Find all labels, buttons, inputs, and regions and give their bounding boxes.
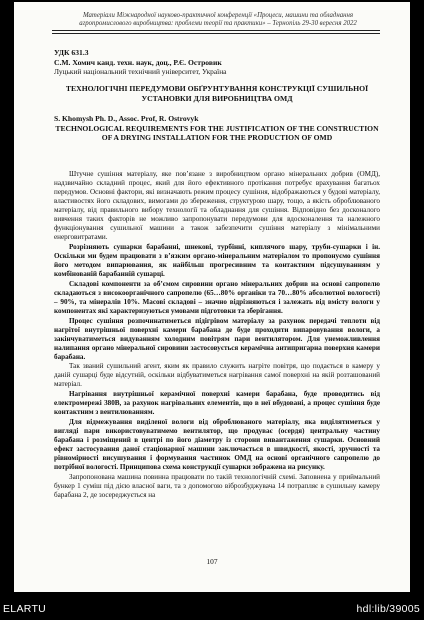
paragraph-7: Для відмежування виділеної вологи від оброблюваного матеріалу, яка виділятиметься у вигляді пари використовуватимемо вентилятор, що продуває (осердя) центральну частину барабана і розміщений в центрі по його діаметру із сторони вивантаження сушарки. Основний ефект застосування даної стаціонарної машини заключається в швидкості, якості, зручності та рівномірності висушування і формування частинок ОМД на основі органічного сапропелю до потрібної вологості. Принципова схема конструкції сушарки зображена на рисунку. bbox=[54, 417, 380, 472]
title-en: TECHNOLOGICAL REQUIREMENTS FOR THE JUSTIFICATION OF THE CONSTRUCTION OF A DRYING INSTALLATION FOR THE PRODUCTION OF OMD bbox=[55, 124, 379, 142]
paragraph-8: Запропонована машина повинна працювати по такій технологічній схемі. Заповнена у приймальний бункер 1 суміш під дією власної ваги, та з допомогою віброзбуджувача 14 потрапляє в сушильну камеру барабана 2, де зосереджується на bbox=[54, 472, 380, 499]
header-rule bbox=[52, 30, 380, 34]
footer-handle-label: hdl:lib/39005 bbox=[356, 603, 420, 615]
conference-header-line-1: Матеріали Міжнародної науково-практичної конференції «Процеси, машини та обладнання bbox=[82, 12, 354, 19]
affiliation: Луцький національний технічний університет, Україна bbox=[54, 67, 227, 76]
article-body bbox=[54, 170, 380, 500]
conference-header-line-2: агропромислового виробництва: проблеми теорії та практики» – Тернопіль 29-30 вересня 2022 bbox=[79, 19, 357, 27]
footer-repository-label: ELARTU bbox=[3, 603, 47, 615]
paragraph-1: Штучне сушіння матеріалу, яке пов’язане з виробництвом органо мінеральних добрив (ОМД), надзвичайно складний процес, який для його ефективного протікання потребує врахування багатьох передумов. Основні фактори, які визначають режим процесу сушіння, відображаються у будові матеріалу, властивостях його складових, вимогами до збереження, структурою шару, тощо, а якість оброблюваного матеріалу, від правильного вибору технології та обладнання для сушіння. Відповідно без досконалого вивчення таких факторів не можливо запропонувати передумови для вдосконалення та належного функціонування сушильної машини а також забезпечити сушіння матеріалу з мінімальними енерговитратами. bbox=[54, 170, 380, 242]
paragraph-5: Так званий сушильний агент, яким як правило служить нагріте повітря, що подається в камеру у даній сушарці буде відсутній, оскільки відбуватиметься нагрівання самої поверхні на якій розташований матеріал. bbox=[54, 362, 380, 389]
conference-header bbox=[54, 12, 382, 27]
paragraph-6: Нагрівання внутрішньої керамічної поверхні камери барабана, буде проводитись від електромережі 380В, за рахунок нагрівальних елементів, що в неї вбудовані, а процес сушіння буде контактним з вентилюванням. bbox=[54, 390, 380, 417]
authors-en: S. Khomysh Ph. D., Assoc. Prof, R. Ostrovyk bbox=[54, 114, 199, 123]
paragraph-3: Складові компоненти за об’ємом сировини органо мінеральних добрив на основі сапропелю складаються з високоорганічного сапропелю (65…80% органіки та 70…80% абсолютної вологості) – 90%, та мінералів 10%. Масові складові – значно відрізняються і залежать від вмісту вологи у компонентах які характеризуються умовами підготовки та зберігання. bbox=[54, 279, 380, 315]
paragraph-4: Процес сушіння розпочинатиметься підігрівом матеріалу за рахунок передачі теплоти від нагрітої внутрішньої поверхні камери барабана де буде проходити випаровування вологи, а закінчуватиметься видуванням холодним повітрям пари вентилятором. Для унеможливлення налипання органо мінеральної сировини застосовується керамічна антипригарна поверхня камери барабана. bbox=[54, 316, 380, 361]
page-number: 107 bbox=[206, 557, 218, 566]
udk-code: УДК 631.3 bbox=[54, 48, 89, 57]
title-ua: ТЕХНОЛОГІЧНІ ПЕРЕДУМОВИ ОБҐРУНТУВАННЯ КОНСТРУКЦІЇ СУШИЛЬНОЇ УСТАНОВКИ ДЛЯ ВИРОБНИЦТВА ОМД bbox=[65, 84, 369, 103]
paper-page bbox=[14, 2, 410, 592]
paragraph-2: Розрізняють сушарки барабанні, шнекові, турбінні, киплячого шару, труби-сушарки і ін. Оскільки ми будем працювати з в’язким органо-мінеральним матеріалом то пропонуємо сушіння його методом випарювання, як найбільш прогресивним та контактним підсушуванням у комбінованій барабанній сушарці. bbox=[54, 242, 380, 279]
authors-ua: С.М. Хомич канд. техн. наук, доц., Р.Є. Островик bbox=[54, 58, 222, 67]
